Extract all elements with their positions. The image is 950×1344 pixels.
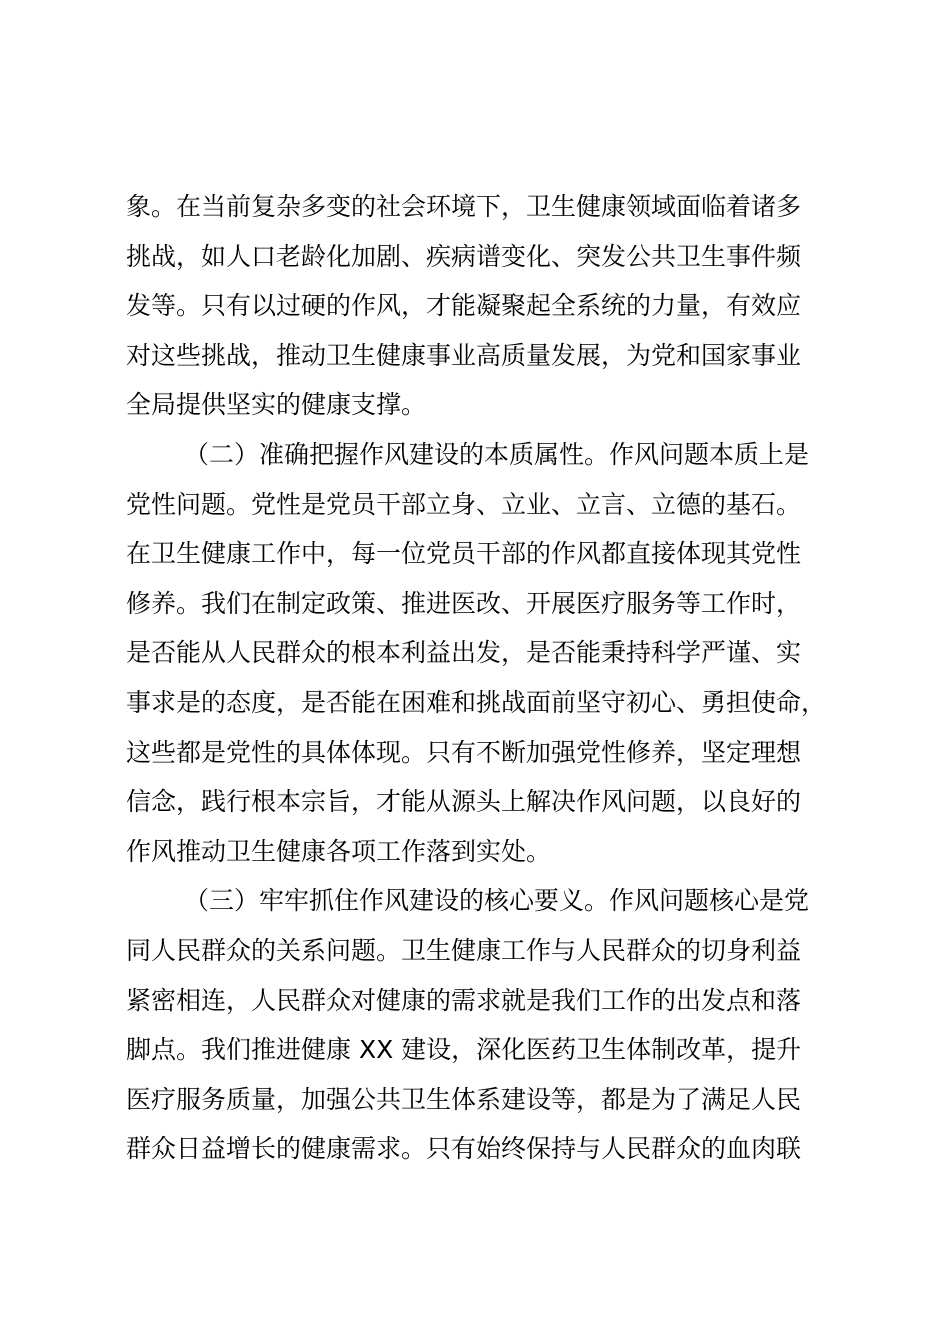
text-line: 修养。我们在制定政策、推进医改、开展医疗服务等工作时， (126, 588, 802, 618)
text-line: 全局提供坚实的健康支撑。 (126, 390, 427, 420)
text-line: 医疗服务质量，加强公共卫生体系建设等，都是为了满足人民 (126, 1084, 802, 1114)
text-line: 作风推动卫生健康各项工作落到实处。 (126, 836, 552, 866)
text-line: 对这些挑战，推动卫生健康事业高质量发展，为党和国家事业 (126, 340, 802, 370)
text-line: 挑战，如人口老龄化加剧、疾病谱变化、突发公共卫生事件频 (126, 241, 802, 271)
text-line: 是否能从人民群众的根本利益出发，是否能秉持科学严谨、实 (126, 638, 802, 668)
text-line: 象。在当前复杂多变的社会环境下，卫生健康领域面临着诸多 (126, 192, 802, 221)
text-line: 紧密相连，人民群众对健康的需求就是我们工作的出发点和落 (126, 985, 802, 1015)
document-body (126, 182, 846, 1174)
text-line: 在卫生健康工作中，每一位党员干部的作风都直接体现其党性 (126, 539, 802, 569)
text-line: 信念，践行根本宗旨，才能从源头上解决作风问题，以良好的 (126, 787, 802, 817)
section-heading-line: （三）牢牢抓住作风建设的核心要义。作风问题核心是党 (184, 886, 810, 916)
text-line: 党性问题。党性是党员干部立身、立业、立言、立德的基石。 (126, 489, 802, 519)
text-line: 同人民群众的关系问题。卫生健康工作与人民群众的切身利益 (126, 935, 802, 965)
text-line: 事求是的态度，是否能在困难和挑战面前坚守初心、勇担使命， (126, 687, 827, 717)
text-line: 脚点。我们推进健康 XX 建设，深化医药卫生体制改革，提升 (126, 1035, 802, 1065)
text-line: 群众日益增长的健康需求。只有始终保持与人民群众的血肉联 (126, 1134, 802, 1164)
text-line: 这些都是党性的具体体现。只有不断加强党性修养，坚定理想 (126, 737, 802, 767)
text-line: 发等。只有以过硬的作风，才能凝聚起全系统的力量，有效应 (126, 291, 802, 321)
section-heading-line: （二）准确把握作风建设的本质属性。作风问题本质上是 (184, 439, 810, 469)
